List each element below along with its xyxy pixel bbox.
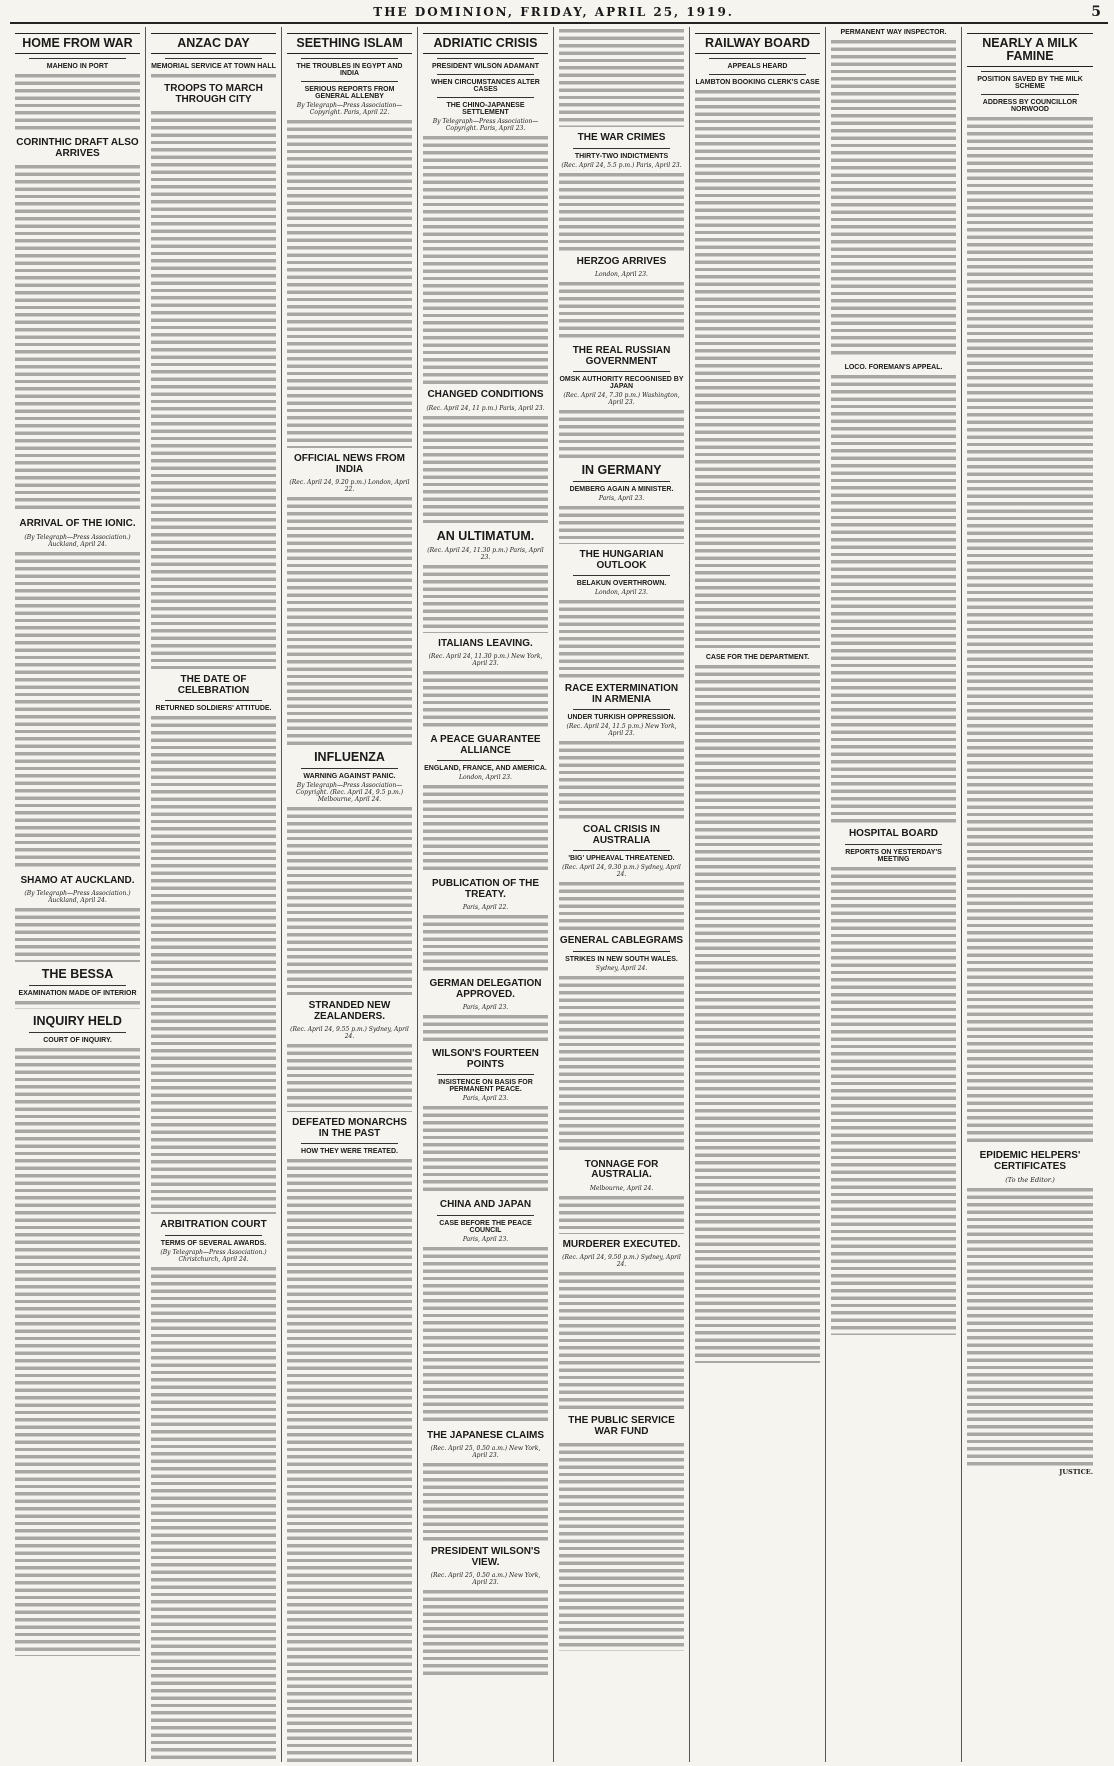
article-body-text	[15, 906, 140, 962]
article-subheading: PRESIDENT WILSON ADAMANT	[431, 63, 540, 71]
article-headline: NEARLY A MILK FAMINE	[967, 33, 1093, 67]
article-headline: TROOPS TO MARCH THROUGH CITY	[164, 83, 263, 105]
article-dateline: London, April 23.	[595, 589, 648, 597]
article-headline: WILSON'S FOURTEEN POINTS	[432, 1048, 539, 1070]
article	[695, 654, 820, 1363]
headline-divider	[573, 481, 670, 482]
article	[151, 675, 276, 1214]
article	[15, 138, 140, 513]
article-dateline: Sydney, April 24.	[595, 964, 648, 972]
article-subheading: BELAKUN OVERTHROWN.	[576, 580, 667, 588]
headline-divider	[573, 575, 670, 576]
article-body-text	[15, 999, 140, 1009]
article	[695, 33, 820, 648]
article-dateline: (Rec. April 24, 9.55 p.m.) Sydney, April 24.	[290, 1026, 409, 1041]
article	[423, 1200, 548, 1425]
article	[423, 879, 548, 973]
article-dateline: Paris, April 23.	[462, 1235, 509, 1243]
article	[559, 550, 684, 678]
article-body-text	[15, 550, 140, 870]
headline-divider	[573, 951, 670, 952]
article-subheading: HOW THEY WERE TREATED.	[301, 1148, 398, 1156]
article-subheading: STRIKES IN NEW SOUTH WALES.	[565, 955, 678, 963]
article-body-text	[423, 1013, 548, 1043]
article-dateline: (Rec. April 24, 9.20 p.m.) London, April 22.	[289, 479, 410, 494]
article-body-text	[423, 414, 548, 524]
article	[559, 27, 684, 127]
article-body-text	[423, 913, 548, 973]
article-body-text	[967, 1186, 1093, 1466]
article-headline: ARRIVAL OF THE IONIC.	[19, 518, 136, 530]
article-subheading: COURT OF INQUIRY.	[43, 1037, 112, 1045]
article-headline: HOME FROM WAR	[15, 33, 140, 54]
page-number: 5	[1091, 4, 1102, 20]
masthead	[10, 4, 1108, 24]
headline-divider	[165, 58, 262, 59]
article	[423, 639, 548, 730]
headline-divider	[29, 1032, 126, 1033]
article-headline: IN GERMANY	[581, 463, 662, 477]
headline-divider	[301, 58, 398, 59]
article	[831, 29, 956, 358]
article-subheading: INSISTENCE ON BASIS FOR PERMANENT PEACE.	[438, 1079, 533, 1094]
article-subheading: PERMANENT WAY INSPECTOR.	[840, 29, 947, 36]
headline-divider	[29, 58, 126, 59]
article-subheading: CASE FOR THE DEPARTMENT.	[705, 654, 810, 662]
article-body-text	[423, 1461, 548, 1541]
article-body-text	[423, 563, 548, 633]
headline-divider	[301, 1143, 398, 1144]
article-body-text	[151, 1265, 276, 1762]
article-body-text	[559, 171, 684, 251]
article	[967, 33, 1093, 1145]
article	[423, 390, 548, 524]
article-subheading: APPEALS HEARD	[727, 63, 788, 71]
article-dateline: (Rec. April 25, 0.50 a.m.) New York, April 23.	[430, 1445, 541, 1460]
article-body-text	[15, 72, 140, 132]
article-headline: THE HUNGARIAN OUTLOOK	[579, 549, 664, 571]
article-body-text	[559, 27, 684, 127]
article-dateline: Paris, April 23.	[462, 1095, 509, 1103]
article-body-text	[695, 663, 820, 1363]
article-dateline: Paris, April 23.	[462, 1004, 509, 1012]
headline-divider	[845, 844, 942, 845]
article-subheading: MEMORIAL SERVICE AT TOWN HALL	[151, 63, 276, 71]
article	[423, 33, 548, 384]
article-subheading: UNDER TURKISH OPPRESSION.	[567, 714, 676, 722]
article-body-text	[423, 669, 548, 729]
article-headline: COAL CRISIS IN AUSTRALIA	[582, 824, 661, 846]
article	[15, 33, 140, 132]
article-subheading: ADDRESS BY COUNCILLOR NORWOOD	[982, 99, 1078, 114]
article	[151, 84, 276, 669]
article-subheading: EXAMINATION MADE OF INTERIOR	[18, 990, 137, 998]
article-headline: RAILWAY BOARD	[695, 33, 820, 54]
article	[15, 876, 140, 963]
article-subheading: REPORTS ON YESTERDAY'S MEETING	[845, 848, 942, 863]
article-body-text	[151, 714, 276, 1214]
article-headline: SEETHING ISLAM	[287, 33, 412, 54]
article	[559, 257, 684, 341]
article-headline: ITALIANS LEAVING.	[438, 637, 533, 649]
headline-divider	[301, 81, 398, 82]
article-body-text	[831, 865, 956, 1335]
article	[423, 530, 548, 633]
column-3	[282, 27, 418, 1762]
article-body-text	[559, 1441, 684, 1651]
article-body-text	[559, 739, 684, 819]
article	[831, 829, 956, 1335]
article-body-text	[559, 974, 684, 1154]
article-headline: THE PUBLIC SERVICE WAR FUND	[568, 1415, 675, 1437]
article-dateline: London, April 23.	[459, 774, 512, 782]
article-headline: A PEACE GUARANTEE ALLIANCE	[430, 734, 541, 756]
article	[423, 735, 548, 873]
headline-divider	[573, 850, 670, 851]
article-body-text	[287, 495, 412, 745]
article-headline: DEFEATED MONARCHS IN THE PAST	[292, 1117, 407, 1139]
headline-divider	[165, 700, 262, 701]
article-body-text	[151, 109, 276, 669]
article	[559, 346, 684, 458]
article-subheading: ENGLAND, FRANCE, AND AMERICA.	[424, 765, 547, 773]
column-8	[962, 27, 1098, 1762]
article-dateline: London, April 23.	[595, 271, 648, 278]
headline-divider	[981, 94, 1079, 95]
article	[559, 1160, 684, 1234]
article-subheading: THE TROUBLES IN EGYPT AND INDIA	[296, 63, 403, 78]
article-headline: INQUIRY HELD	[33, 1014, 122, 1029]
article	[559, 464, 684, 544]
article	[559, 684, 684, 819]
column-4	[418, 27, 554, 1762]
article-dateline: (Rec. April 24, 5.5 p.m.) Paris, April 23.	[561, 161, 682, 169]
article	[559, 825, 684, 930]
article-headline: THE BESSA	[41, 967, 114, 982]
column-1	[10, 27, 146, 1762]
article	[423, 979, 548, 1043]
article-subheading: THE CHINO-JAPANESE SETTLEMENT	[446, 102, 525, 117]
article	[15, 1015, 140, 1656]
article	[559, 1240, 684, 1411]
article-dateline: (By Telegraph—Press Association.) Auckland, April 24.	[24, 533, 131, 548]
article-body-text	[559, 598, 684, 678]
article-headline: ADRIATIC CRISIS	[423, 33, 548, 54]
article-body-text	[423, 1245, 548, 1425]
article-body-text	[559, 280, 684, 340]
article-dateline: By Telegraph—Press Association—Copyright. (Rec. April 24, 9.5 p.m.) Melbourne, April 24.	[295, 782, 404, 804]
columns-container	[10, 27, 1108, 1762]
article-body-text	[559, 1270, 684, 1410]
article	[15, 968, 140, 1009]
article-dateline: (Rec. April 24, 11.5 p.m.) New York, April 23.	[566, 723, 677, 738]
article-body-text	[559, 880, 684, 930]
article-subheading: MAHENO IN PORT	[46, 63, 109, 71]
article-headline: RACE EXTERMINATION IN ARMENIA	[564, 683, 679, 705]
article-subheading: WHEN CIRCUMSTANCES ALTER CASES	[431, 79, 540, 94]
article-subheading: THIRTY-TWO INDICTMENTS	[574, 152, 669, 160]
article-headline: EPIDEMIC HELPERS' CERTIFICATES	[979, 1150, 1081, 1172]
headline-divider	[437, 1074, 534, 1075]
article-dateline: By Telegraph—Press Association—Copyright. Paris, April 22.	[296, 102, 403, 117]
article	[831, 364, 956, 823]
headline-divider	[29, 985, 126, 986]
article	[151, 1220, 276, 1762]
headline-divider	[573, 709, 670, 710]
article-body-text	[559, 504, 684, 544]
article-body-text	[695, 88, 820, 648]
article-headline: TONNAGE FOR AUSTRALIA.	[584, 1158, 659, 1181]
article-headline: INFLUENZA	[314, 750, 385, 765]
article-headline: STRANDED NEW ZEALANDERS.	[308, 1000, 391, 1022]
article-subheading: LOCO. FOREMAN'S APPEAL.	[844, 364, 943, 371]
article-subheading: 'BIG' UPHEAVAL THREATENED.	[568, 855, 675, 863]
letter-signoff: JUSTICE.	[1059, 1468, 1093, 1477]
column-2	[146, 27, 282, 1762]
article-headline: AN ULTIMATUM.	[436, 528, 535, 543]
article-dateline: (By Telegraph—Press Association.) Auckland, April 24.	[24, 890, 131, 905]
article-subheading: POSITION SAVED BY THE MILK SCHEME	[977, 76, 1083, 91]
article-headline: CORINTHIC DRAFT ALSO ARRIVES	[16, 137, 139, 159]
article	[15, 519, 140, 870]
column-6	[690, 27, 826, 1762]
article-headline: HERZOG ARRIVES	[576, 255, 667, 267]
headline-divider	[437, 1215, 534, 1216]
article-subheading: DEMBERG AGAIN A MINISTER.	[569, 486, 674, 494]
article-headline: ARBITRATION COURT	[160, 1219, 267, 1231]
column-7	[826, 27, 962, 1762]
headline-divider	[437, 97, 534, 98]
article-dateline: (Rec. April 25, 0.50 a.m.) New York, April 23.	[430, 1572, 541, 1587]
article-headline: GENERAL CABLEGRAMS	[559, 935, 684, 947]
article-subheading: WARNING AGAINST PANIC.	[303, 773, 396, 781]
article-dateline: Melbourne, April 24.	[589, 1184, 654, 1192]
article-body-text	[423, 1104, 548, 1194]
article-dateline: (Rec. April 24, 9.30 p.m.) Sydney, April 24.	[562, 864, 681, 879]
masthead-title: THE DOMINION, FRIDAY, APRIL 25, 1919.	[373, 5, 734, 19]
article	[559, 1416, 684, 1651]
article-headline: THE JAPANESE CLAIMS	[426, 1429, 545, 1441]
article-body-text	[15, 1046, 140, 1656]
article	[287, 1001, 412, 1112]
article-subheading: CASE BEFORE THE PEACE COUNCIL	[439, 1219, 532, 1234]
article-body-text	[423, 783, 548, 873]
article-body-text	[287, 118, 412, 448]
article-subheading: TERMS OF SEVERAL AWARDS.	[160, 1239, 267, 1247]
article-dateline: By Telegraph—Press Association—Copyright. Paris, April 23.	[432, 118, 539, 133]
article-headline: CHINA AND JAPAN	[439, 1199, 532, 1211]
headline-divider	[437, 58, 534, 59]
article-dateline: (By Telegraph—Press Association.) Christchurch, April 24.	[160, 1248, 267, 1263]
article-headline: THE WAR CRIMES	[577, 132, 666, 143]
article	[423, 1431, 548, 1542]
article-body-text	[559, 408, 684, 458]
article	[423, 1547, 548, 1678]
article-headline: THE REAL RUSSIAN GOVERNMENT	[572, 345, 671, 367]
article-headline: SHAMO AT AUCKLAND.	[20, 874, 135, 886]
article-subheading: SERIOUS REPORTS FROM GENERAL ALLENBY	[304, 86, 395, 101]
article-dateline: (Rec. April 24, 11.30 p.m.) Paris, April 23.	[427, 546, 544, 561]
headline-divider	[981, 71, 1079, 72]
article	[967, 1151, 1093, 1476]
article	[559, 133, 684, 251]
headline-divider	[709, 58, 806, 59]
article-headline: HOSPITAL BOARD	[848, 828, 939, 839]
letter-heading: (To the Editor.)	[1005, 1176, 1055, 1185]
article-body-text	[15, 163, 140, 513]
article-body-text	[831, 373, 956, 823]
article	[423, 1049, 548, 1194]
article-body-text	[287, 1042, 412, 1112]
headline-divider	[437, 760, 534, 761]
article-headline: MURDERER EXECUTED.	[562, 1238, 681, 1250]
article-dateline: Paris, April 22.	[462, 904, 509, 912]
article-headline: GERMAN DELEGATION APPROVED.	[429, 978, 542, 1000]
article-dateline: (Rec. April 24, 11 p.m.) Paris, April 23.	[426, 404, 545, 412]
article-subheading: OMSK AUTHORITY RECOGNISED BY JAPAN	[559, 376, 684, 390]
article-headline: PUBLICATION OF THE TREATY.	[431, 878, 540, 900]
article-headline: OFFICIAL NEWS FROM INDIA	[294, 453, 405, 475]
article-dateline: (Rec. April 24, 9.50 p.m.) Sydney, April 24.	[562, 1254, 681, 1269]
article	[287, 454, 412, 745]
article-body-text	[967, 115, 1093, 1145]
article-headline: THE DATE OF CELEBRATION	[177, 674, 250, 696]
article	[151, 33, 276, 78]
article-dateline: Paris, April 23.	[598, 495, 645, 503]
headline-divider	[573, 371, 670, 372]
article-body-text	[151, 72, 276, 78]
article-subheading: RETURNED SOLDIERS' ATTITUDE.	[155, 705, 272, 713]
article-body-text	[831, 38, 956, 358]
article	[287, 33, 412, 448]
article-body-text	[287, 805, 412, 995]
article	[287, 1118, 412, 1762]
article	[559, 936, 684, 1154]
article-dateline: (Rec. April 24, 11.30 p.m.) New York, April 23.	[428, 653, 543, 668]
headline-divider	[573, 148, 670, 149]
article	[287, 751, 412, 995]
article-body-text	[423, 1588, 548, 1678]
headline-divider	[437, 74, 534, 75]
article-body-text	[287, 1157, 412, 1762]
headline-divider	[165, 1235, 262, 1236]
article-headline: CHANGED CONDITIONS	[427, 389, 544, 401]
article-headline: PRESIDENT WILSON'S VIEW.	[430, 1546, 541, 1568]
article-body-text	[559, 1194, 684, 1234]
article-dateline: (Rec. April 24, 7.30 p.m.) Washington, April 23.	[563, 392, 680, 406]
article-subheading: LAMBTON BOOKING CLERK'S CASE	[695, 79, 820, 87]
headline-divider	[709, 74, 806, 75]
headline-divider	[301, 768, 398, 769]
column-5	[554, 27, 690, 1762]
article-body-text	[423, 134, 548, 384]
article-headline: ANZAC DAY	[151, 33, 276, 54]
